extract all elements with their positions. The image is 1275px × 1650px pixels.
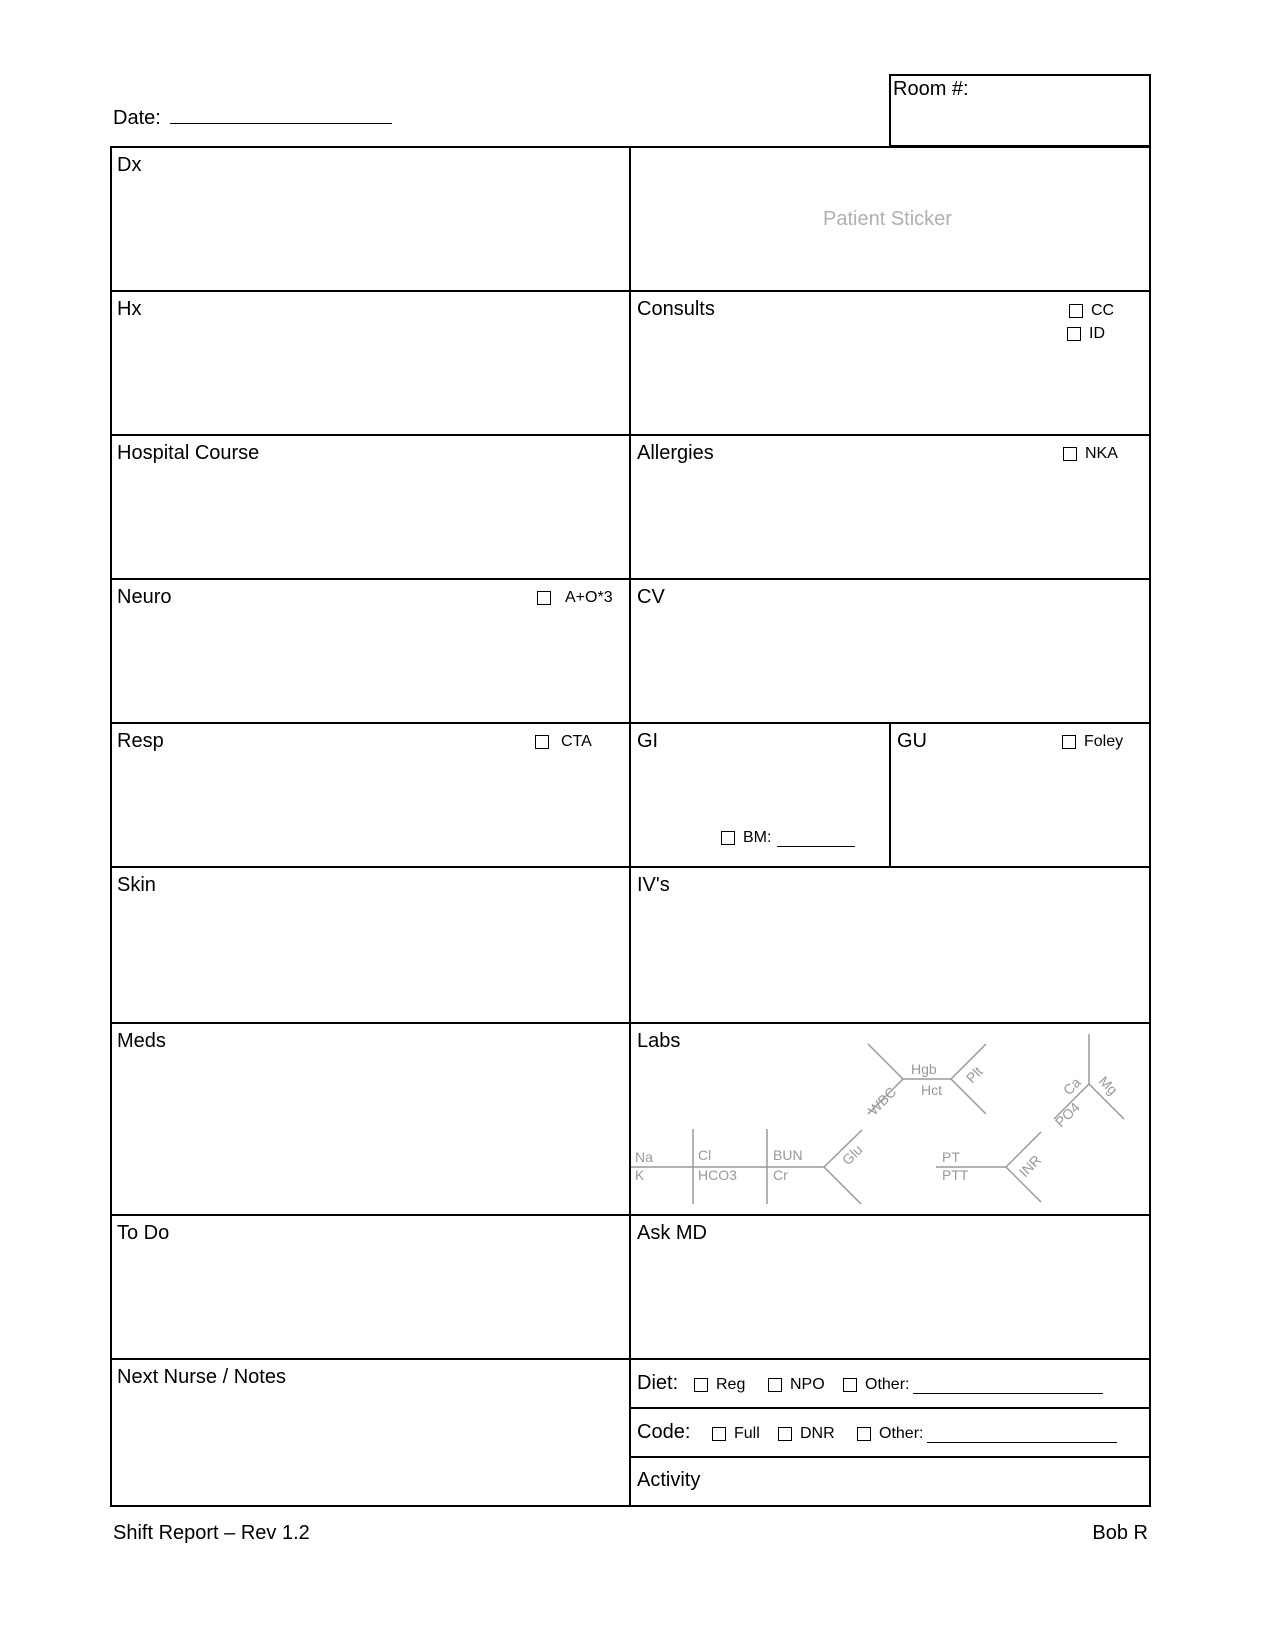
- lab-mg: Mg: [1095, 1072, 1121, 1098]
- labs-diagram: [631, 1024, 1149, 1214]
- checkbox-box[interactable]: [1062, 735, 1076, 749]
- code-dnr-label: DNR: [800, 1425, 835, 1442]
- cc-label: CC: [1091, 302, 1115, 319]
- next-nurse-label: Next Nurse / Notes: [117, 1366, 286, 1388]
- code-other-checkbox[interactable]: [857, 1425, 1117, 1443]
- date-blank[interactable]: [170, 107, 392, 124]
- code-other-blank[interactable]: [927, 1426, 1117, 1443]
- bm-blank[interactable]: [777, 830, 855, 847]
- checkbox-box[interactable]: [721, 831, 735, 845]
- checkbox-box[interactable]: [1069, 304, 1083, 318]
- lab-po4: PO4: [1051, 1098, 1083, 1131]
- allergies-label: Allergies: [637, 442, 714, 464]
- aox3-checkbox[interactable]: [537, 589, 613, 607]
- neuro-label: Neuro: [117, 586, 172, 608]
- lab-ptt: PTT: [942, 1167, 969, 1183]
- checkbox-box[interactable]: [843, 1378, 857, 1392]
- checkbox-box[interactable]: [1063, 447, 1077, 461]
- aox3-label: A+O*3: [565, 589, 613, 606]
- bm-checkbox[interactable]: [721, 829, 855, 847]
- consults-label: Consults: [637, 298, 715, 320]
- lab-na: Na: [635, 1149, 653, 1165]
- skin-label: Skin: [117, 874, 156, 896]
- nka-label: NKA: [1085, 445, 1118, 462]
- lab-hct: Hct: [921, 1082, 942, 1098]
- checkbox-box[interactable]: [712, 1427, 726, 1441]
- checkbox-box[interactable]: [778, 1427, 792, 1441]
- diet-other-label: Other:: [865, 1376, 910, 1393]
- lab-cl: Cl: [698, 1147, 712, 1163]
- date-field[interactable]: [113, 107, 392, 130]
- lab-k: K: [635, 1167, 645, 1183]
- checkbox-box[interactable]: [857, 1427, 871, 1441]
- diet-npo-label: NPO: [790, 1376, 825, 1393]
- lab-wbc: WBC: [864, 1083, 900, 1119]
- lab-ca: Ca: [1059, 1074, 1084, 1099]
- diet-reg-checkbox[interactable]: [694, 1376, 745, 1394]
- hx-label: Hx: [117, 298, 142, 320]
- room-label: Room #:: [893, 78, 969, 100]
- resp-label: Resp: [117, 730, 164, 752]
- code-other-label: Other:: [879, 1425, 924, 1442]
- gu-label: GU: [897, 730, 927, 752]
- diet-label: Diet:: [637, 1372, 679, 1394]
- diet-other-checkbox[interactable]: [843, 1376, 1103, 1394]
- gi-label: GI: [637, 730, 659, 752]
- labs-label: Labs: [637, 1030, 681, 1052]
- id-label: ID: [1089, 325, 1105, 342]
- lab-cr: Cr: [773, 1167, 788, 1183]
- lab-inr: INR: [1015, 1151, 1045, 1181]
- lab-pt: PT: [942, 1149, 960, 1165]
- code-label: Code:: [637, 1421, 691, 1443]
- code-full-checkbox[interactable]: [712, 1425, 760, 1443]
- date-label: Date:: [113, 107, 161, 129]
- id-checkbox[interactable]: [1067, 325, 1105, 343]
- lab-hgb: Hgb: [911, 1061, 937, 1077]
- code-full-label: Full: [734, 1425, 760, 1442]
- checkbox-box[interactable]: [535, 735, 549, 749]
- ask-md-label: Ask MD: [637, 1222, 707, 1244]
- cta-checkbox[interactable]: [535, 733, 592, 751]
- diet-reg-label: Reg: [716, 1376, 746, 1393]
- cc-checkbox[interactable]: [1069, 302, 1114, 320]
- code-dnr-checkbox[interactable]: [778, 1425, 835, 1443]
- ivs-label: IV's: [637, 874, 670, 896]
- dx-label: Dx: [117, 154, 142, 176]
- foley-label: Foley: [1084, 733, 1124, 750]
- lab-hco3: HCO3: [698, 1167, 737, 1183]
- checkbox-box[interactable]: [694, 1378, 708, 1392]
- foley-checkbox[interactable]: [1062, 733, 1123, 751]
- lab-glu: Glu: [838, 1141, 866, 1169]
- diet-other-blank[interactable]: [913, 1377, 1103, 1394]
- diet-npo-checkbox[interactable]: [768, 1376, 825, 1394]
- footer-title: Shift Report – Rev 1.2: [113, 1522, 310, 1544]
- footer-author: Bob R: [1092, 1522, 1148, 1544]
- checkbox-box[interactable]: [1067, 327, 1081, 341]
- nka-checkbox[interactable]: [1063, 445, 1118, 463]
- bm-label: BM:: [743, 829, 772, 846]
- lab-bun: BUN: [773, 1147, 803, 1163]
- checkbox-box[interactable]: [537, 591, 551, 605]
- hospital-course-label: Hospital Course: [117, 442, 260, 464]
- checkbox-box[interactable]: [768, 1378, 782, 1392]
- cta-label: CTA: [561, 733, 592, 750]
- lab-plt: Plt: [962, 1063, 986, 1087]
- patient-sticker-placeholder: Patient Sticker: [823, 208, 952, 230]
- meds-label: Meds: [117, 1030, 166, 1052]
- todo-label: To Do: [117, 1222, 170, 1244]
- activity-label: Activity: [637, 1469, 701, 1491]
- cv-label: CV: [637, 586, 665, 608]
